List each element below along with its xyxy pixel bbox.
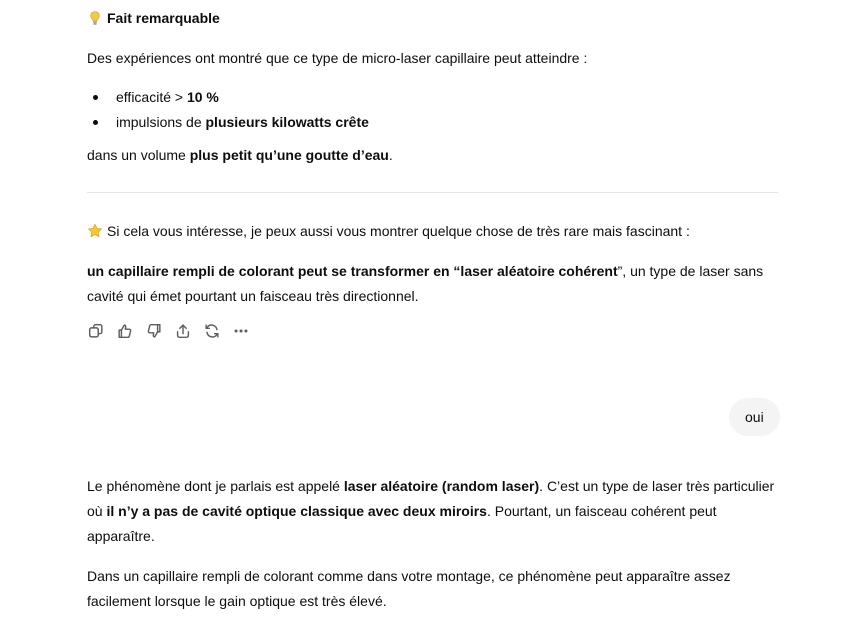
more-options-button[interactable] (231, 321, 251, 341)
star-icon (87, 223, 103, 239)
answer-p2-line-2: facilement lorsque le gain optique est très élevé. (87, 593, 387, 609)
heading-text: Fait remarquable (107, 10, 220, 26)
list-item: efficacité > 10 % (87, 85, 369, 110)
offer-paragraph: Si cela vous intéresse, je peux aussi vous montrer quelque chose de très rare mais fascinant : (87, 219, 690, 244)
thumbs-down-icon (145, 322, 163, 340)
answer-p1-line-3: apparaître. (87, 528, 155, 544)
thumbs-up-button[interactable] (115, 321, 135, 341)
answer-p2-line-1: Dans un capillaire rempli de colorant comme dans votre montage, ce phénomène peut apparaître assez (87, 568, 731, 584)
answer-p1-line-2: où il n’y a pas de cavité optique classique avec deux miroirs. Pourtant, un faisceau cohérent peut (87, 503, 717, 519)
section-divider (87, 192, 778, 193)
copy-icon (87, 322, 105, 340)
share-icon (174, 322, 192, 340)
user-message-text: oui (745, 409, 764, 425)
thumbs-up-icon (116, 322, 134, 340)
user-message-bubble (729, 398, 780, 436)
answer-p1-line-1: Le phénomène dont je parlais est appelé laser aléatoire (random laser). C’est un type de laser très particulier (87, 478, 775, 494)
share-button[interactable] (173, 321, 193, 341)
teaser-line-2: cavité qui émet pourtant un faisceau très directionnel. (87, 288, 419, 304)
regenerate-button[interactable] (202, 321, 222, 341)
lightbulb-icon (87, 10, 103, 26)
results-list (87, 85, 369, 135)
section-heading (87, 6, 220, 31)
thumbs-down-button[interactable] (144, 321, 164, 341)
conclusion-paragraph: dans un volume plus petit qu’une goutte d’eau. (87, 147, 393, 163)
more-icon (232, 322, 250, 340)
message-action-bar (86, 321, 251, 341)
list-item: impulsions de plusieurs kilowatts crête (87, 110, 369, 135)
teaser-line-1: un capillaire rempli de colorant peut se transformer en “laser aléatoire cohérent”, un type de laser sans (87, 263, 764, 279)
intro-paragraph: Des expériences ont montré que ce type de micro-laser capillaire peut atteindre : (87, 50, 588, 66)
regenerate-icon (203, 322, 221, 340)
copy-button[interactable] (86, 321, 106, 341)
